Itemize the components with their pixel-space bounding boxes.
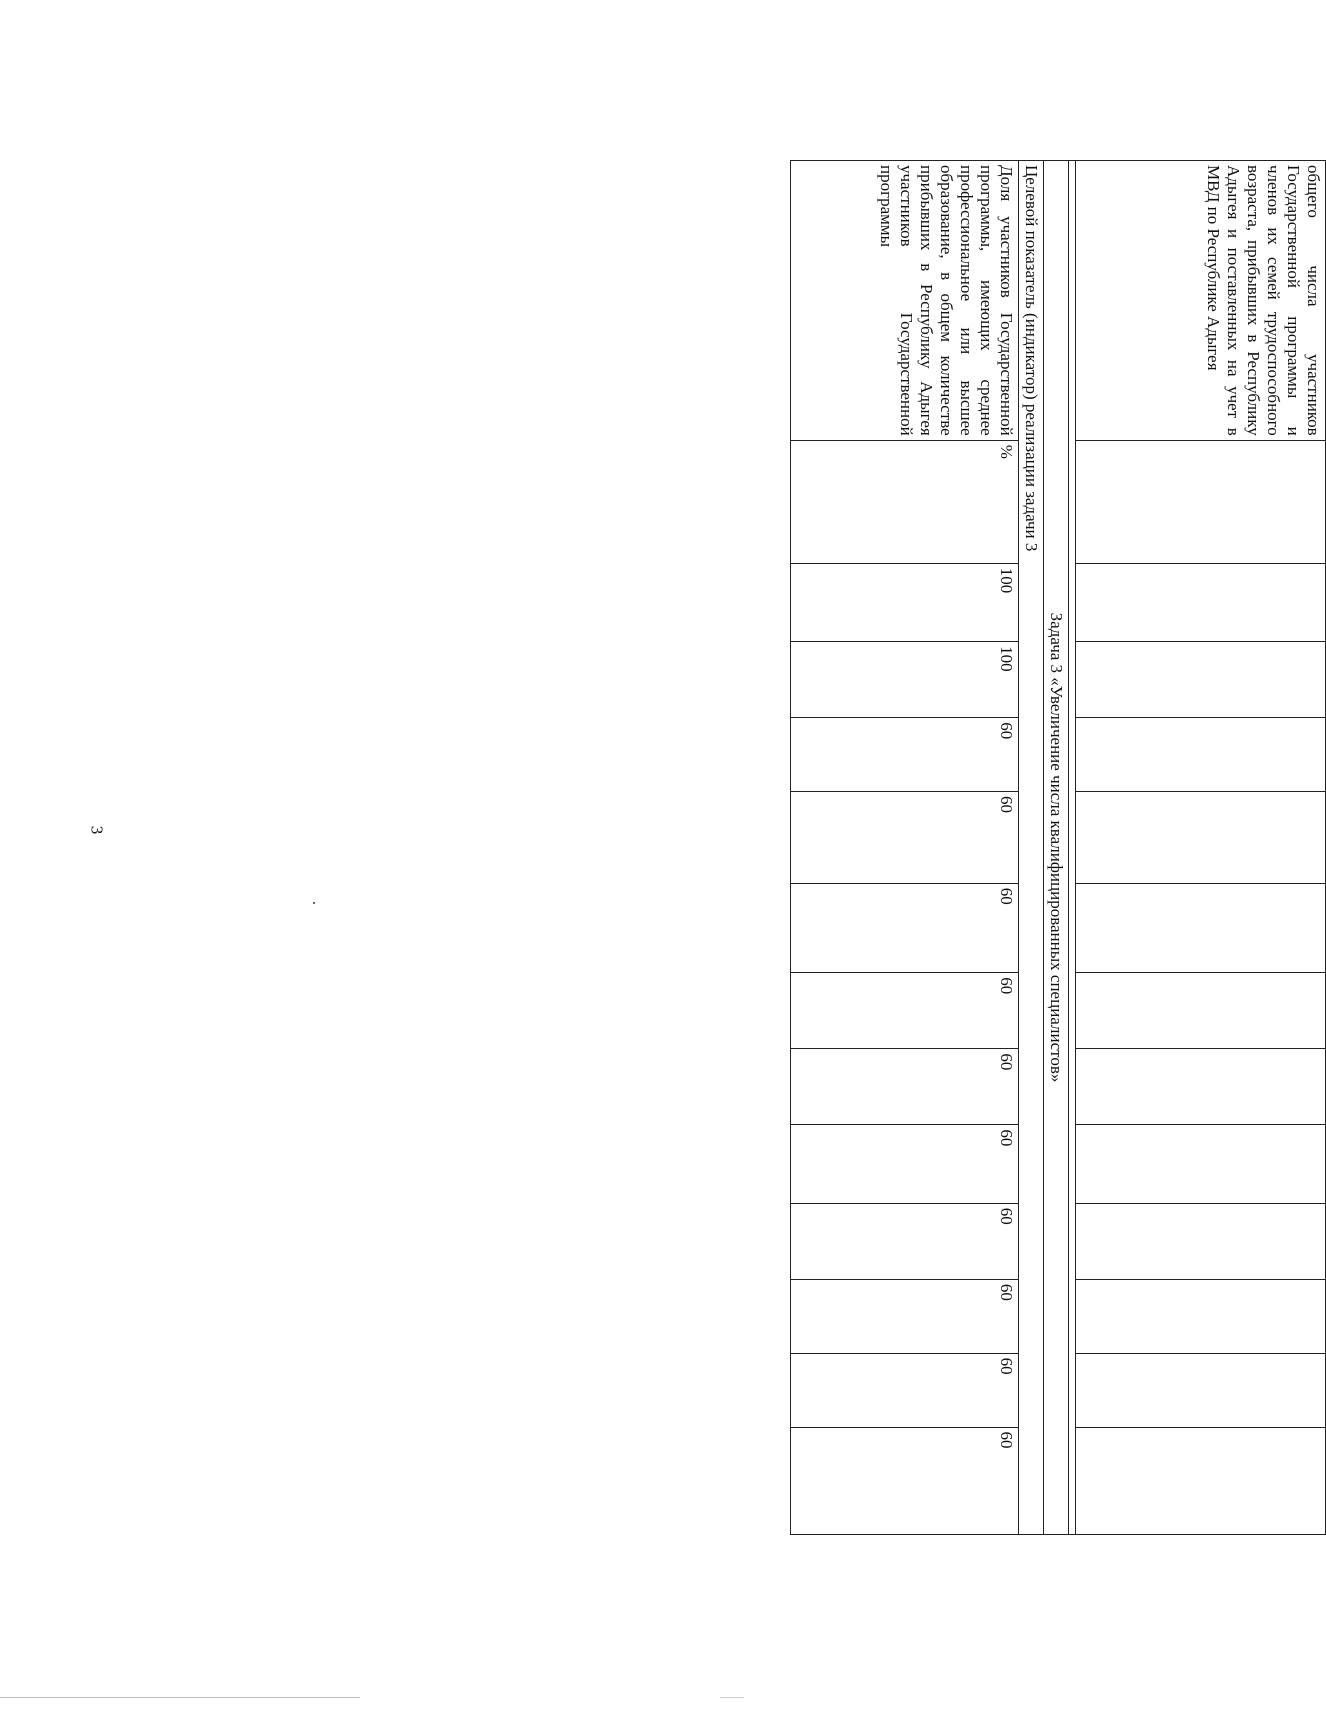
unit-cell: %	[791, 440, 1019, 563]
value-cell: 60	[791, 1279, 1019, 1353]
value-cell	[1076, 1279, 1326, 1353]
value-cell	[1076, 883, 1326, 973]
indicator-heading: Целевой показатель (индикатор) реализации задачи 3	[1019, 161, 1044, 1535]
value-cell: 100	[791, 642, 1019, 718]
value-cell: 60	[791, 1203, 1019, 1279]
value-cell	[1076, 973, 1326, 1049]
table-row	[1069, 161, 1076, 1535]
value-cell	[1076, 1049, 1326, 1125]
value-cell	[1076, 563, 1326, 641]
value-cell	[1076, 792, 1326, 884]
value-cell	[1076, 1353, 1326, 1427]
table-row	[1019, 161, 1044, 1535]
scan-edge-line	[0, 1697, 1200, 1698]
table-row	[1076, 161, 1326, 1535]
value-cell: 60	[791, 1049, 1019, 1125]
value-cell	[1076, 642, 1326, 718]
value-cell: 60	[791, 1353, 1019, 1427]
rotated-table-container	[790, 160, 1326, 1535]
page-number: 3	[87, 825, 107, 835]
indicator-name-cell: общего числа участников Государственной программы и членов их семей трудоспособного возраста, прибывших в Республику Адыгея и поставленных на учет в МВД по Республике Адыгея	[1076, 161, 1326, 441]
row-separator	[1069, 161, 1076, 1535]
table-row	[791, 161, 1019, 1535]
value-cell: 60	[791, 1427, 1019, 1535]
value-cell: 60	[791, 718, 1019, 792]
value-cell: 60	[791, 1125, 1019, 1203]
value-cell	[1076, 718, 1326, 792]
value-cell: 60	[791, 883, 1019, 973]
table-row	[1044, 161, 1069, 1535]
value-cell	[1076, 1203, 1326, 1279]
value-cell: 60	[791, 792, 1019, 884]
unit-cell	[1076, 440, 1326, 563]
value-cell: 100	[791, 563, 1019, 641]
value-cell	[1076, 1427, 1326, 1535]
value-cell: 60	[791, 973, 1019, 1049]
indicators-table	[790, 160, 1326, 1535]
scan-speck	[313, 902, 315, 904]
indicator-name-cell: Доля участников Государственной программы, имеющих среднее профессиональное или высшее образование, в общем количестве прибывших в Республику Адыгея участников Государственной программы	[791, 161, 1019, 441]
value-cell	[1076, 1125, 1326, 1203]
task-heading: Задача 3 «Увеличение числа квалифицированных специалистов»	[1044, 161, 1069, 1535]
